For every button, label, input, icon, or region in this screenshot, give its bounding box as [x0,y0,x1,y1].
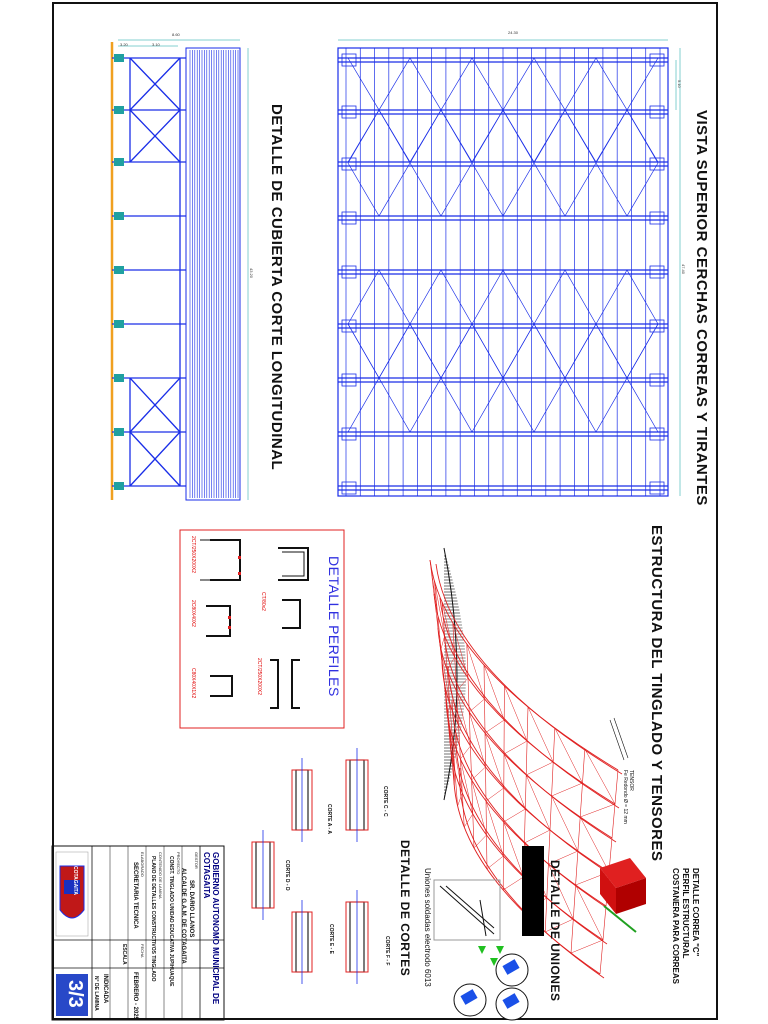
shell-brace [526,762,553,775]
correa-detail-line1: DETALLE CORREA "C" [691,868,700,957]
brace-line [379,110,410,163]
corte-d-label: CORTE D - D [284,860,290,891]
brace-line [379,324,410,378]
truss-node [650,106,664,118]
brace-line [565,163,596,216]
brace-line [503,270,534,324]
correa-detail-line3: COSTANERA PARA CORREAS [671,868,680,985]
column-base [114,428,124,436]
brace-line [472,270,503,324]
title-sheet-number: 3/3 [64,980,86,1008]
arch-rib [442,662,609,872]
brace-line [379,270,410,324]
dim-top-side: 5.10 [677,80,682,88]
shell-brace [457,678,468,691]
column-base [114,106,124,114]
shell-brace [571,940,603,953]
shell-brace [472,767,486,780]
shell-brace [552,796,578,851]
brace-line [410,110,441,163]
profile-label-1: 2CT/250X200X2 [190,536,196,573]
shell-brace [580,804,615,817]
shell-brace [504,809,526,822]
shell-brace [486,788,504,801]
title-scale-label: ESCALA [121,944,127,965]
truss-node [342,482,356,494]
title-content: PLANO DE DETALLES CONSTRUCTIVOS TINGLADO [150,856,156,982]
title-gestor-label: GESTOR [194,852,199,869]
shell-brace [454,772,455,785]
corte-f-label: CORTE F - F [384,936,390,966]
title-project-label: PROYECTO [176,852,181,875]
shell-brace [469,699,484,712]
heading-vista-superior: VISTA SUPERIOR CERCHAS CORREAS Y TIRANTES [693,110,710,506]
brace-line [503,324,534,378]
brace-line [410,270,441,324]
dim-long-length: 43.20 [249,268,254,279]
corte-c-label: CORTE C - C [382,786,388,817]
truss-node [650,212,664,224]
shell-brace [555,728,583,783]
title-entity: GOBIERNO AUTONOMO MUNICIPAL DE COTAGAITA [202,852,220,1005]
shell-brace [526,775,550,830]
title-elaborated: SECRETARIA TECNICA [132,862,138,929]
brace-line [503,163,534,216]
joints-panel [434,846,646,1020]
title-sheet-label: N° DE LAMINA [93,976,99,1011]
column-base [114,320,124,328]
shell-brace [474,835,487,848]
shell-brace [504,686,527,741]
brace-line [410,324,441,378]
truss-node [342,212,356,224]
brace-line [565,270,596,324]
truss-node [650,482,664,494]
column-base [114,374,124,382]
shell-brace [503,877,523,890]
title-content-label: CONTENIDO DE LAMINA [158,852,163,899]
truss-node [650,266,664,278]
column-base [114,158,124,166]
brace-line [565,324,596,378]
title-date-label: FECHA [140,944,145,958]
dim-top-width: 24.30 [508,30,519,35]
heading-estructura-tinglado: ESTRUCTURA DEL TINGLADO Y TENSORES [648,525,665,862]
heading-detalle-cortes: DETALLE DE CORTES [398,840,412,977]
title-project: CONST. TINGLADO UNIDAD EDUCATIVA JUPIHUAQUE [168,856,174,987]
brace-line [596,324,627,378]
profile-label-4: 2C80X40X2 [190,600,196,627]
shell-brace [528,707,553,762]
arch-rib [448,666,613,876]
brace-line [472,110,503,163]
profile-label-5: C80X40X1X2 [190,668,196,699]
logo-text: COTAGAITA [72,866,78,895]
brace-line [379,163,410,216]
brace-line [596,163,627,216]
correa-detail-line2: PERFIL ESTRUCTURAL [681,868,690,959]
corte-a-label: CORTE A - A [326,804,332,834]
brace-line [472,163,503,216]
truss-node [342,106,356,118]
shell-brace [484,665,504,720]
shell-brace [487,856,503,869]
column-base [114,266,124,274]
shell-brace [441,636,445,649]
shell-brace [504,754,525,809]
title-gestor-role: ALCALDE G.A.M. DE COTAGAITA [180,868,186,964]
dim-total-side: 8.60 [172,32,180,37]
brace-line [472,324,503,378]
dim-side-a: 3.20 [120,42,128,47]
profile-label-3: 2CT/250X200X2 [256,658,262,695]
uniones-note: Uniones soldadas electrodo 6013 [423,868,432,987]
truss-node [342,374,356,386]
dim-side-b: 3.10 [152,42,160,47]
shell-brace [457,691,471,746]
tensor-note-line2: Fe Redondo Ø = 12 mm [622,770,628,824]
column-base [114,54,124,62]
heading-detalle-cubierta: DETALLE DE CUBIERTA CORTE LONGITUDINAL [268,104,285,471]
shell-brace [485,720,504,733]
corte-e-label: CORTE E - E [328,924,334,955]
brace-line [565,110,596,163]
title-date: FEBRERO - 2025 [132,972,138,1021]
column-base [114,212,124,220]
heading-detalle-uniones: DETALLE DE UNIONES [548,860,562,1002]
profile-label-2: CT/80x2 [260,592,266,611]
brace-line [503,110,534,163]
truss-node [342,266,356,278]
longitudinal-section [112,40,248,500]
brace-line [596,270,627,324]
column-base [114,482,124,490]
profiles-panel [180,530,344,728]
truss-node [650,374,664,386]
shell-brace [504,822,524,877]
title-elaborated-label: ELABORADO [140,852,145,877]
shell-brace [472,780,487,835]
brace-line [410,163,441,216]
brace-line [596,110,627,163]
title-scale: INDICADA [102,974,108,1004]
shell-brace [524,830,550,843]
cuts-panel [252,748,368,984]
shell-brace [552,783,583,796]
roof-plan-view [338,40,680,496]
shell-brace [438,628,444,683]
heading-detalle-perfiles: DETALLE PERFILES [326,556,342,697]
tensor-note-line1: TENSOR [628,770,634,791]
title-gestor-name: SR. DARIO LLANOS [188,880,194,938]
shell-brace [504,741,527,754]
dim-top-length: 47.40 [681,264,686,275]
arch-rib [438,628,612,838]
